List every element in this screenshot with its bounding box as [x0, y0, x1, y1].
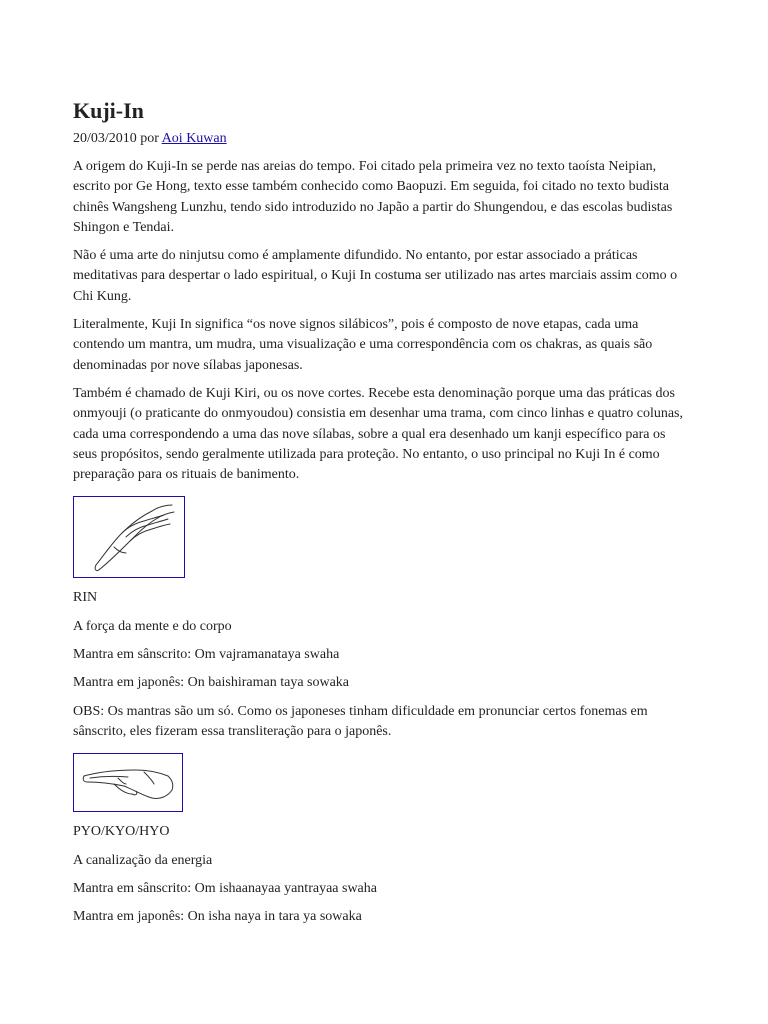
- japanese-mantra: Mantra em japonês: On baishiraman taya sowaka: [73, 675, 350, 691]
- sanskrit-mantra: Mantra em sânscrito: Om ishaanayaa yantrayaa swaha: [73, 880, 377, 896]
- mudra-rin-image-link[interactable]: [73, 496, 185, 578]
- article-title: Kuji-In: [73, 98, 144, 123]
- section-title: PYO/KYO/HYO: [73, 824, 170, 840]
- article: [73, 96, 693, 927]
- paragraph: Também é chamado de Kuji Kiri, ou os nove cortes. Recebe esta denominação porque uma das práticas dos onmyouji (o praticante do onmyoudou) consistia em desenhar uma trama, com cinco linhas e quatro colunas, cada uma correspondendo a uma das nove sílabas, sobre a qual era desenhado um kanji específico para os seus propósitos, sendo geralmente utilizada para proteção. No entanto, o uso principal no Kuji In é como preparação para os rituais de banimento.: [73, 385, 683, 483]
- mudra-pyo-image-link[interactable]: [73, 753, 183, 812]
- article-meta: [73, 130, 693, 148]
- japanese-mantra: Mantra em japonês: On isha naya in tara ya sowaka: [73, 909, 362, 925]
- hand-mudra-pyo-icon: [74, 754, 182, 811]
- section-title: RIN: [73, 590, 98, 606]
- author-link[interactable]: Aoi Kuwan: [161, 131, 227, 146]
- section-meaning: A força da mente e do corpo: [73, 618, 232, 634]
- section-meaning: A canalização da energia: [73, 852, 213, 868]
- sanskrit-mantra: Mantra em sânscrito: Om vajramanataya swaha: [73, 647, 340, 663]
- paragraph: Não é uma arte do ninjutsu como é amplamente difundido. No entanto, por estar associado a práticas meditativas para despertar o lado espiritual, o Kuji In costuma ser utilizado nas artes marciais assim como o Chi Kung.: [73, 248, 678, 304]
- section-note: OBS: Os mantras são um só. Como os japoneses tinham dificuldade em pronunciar certos fonemas em sânscrito, eles fizeram essa transliteração para o japonês.: [73, 703, 648, 739]
- paragraph: Literalmente, Kuji In significa “os nove signos silábicos”, pois é composto de nove etapas, cada uma contendo um mantra, um mudra, uma visualização e uma correspondência com os chakras, as quais são denominadas por nove sílabas japonesas.: [73, 317, 653, 373]
- paragraph: A origem do Kuji-In se perde nas areias do tempo. Foi citado pela primeira vez no texto taoísta Neipian, escrito por Ge Hong, texto esse também conhecido como Baopuzi. Em seguida, foi citado no texto budista chinês Wangsheng Lunzhu, tendo sido introduzido no Japão a partir do Shungendou, e das escolas budistas Shingon e Tendai.: [73, 159, 673, 235]
- article-by: por: [140, 131, 159, 146]
- article-date: 20/03/2010: [73, 131, 137, 146]
- hand-mudra-rin-icon: [74, 497, 184, 577]
